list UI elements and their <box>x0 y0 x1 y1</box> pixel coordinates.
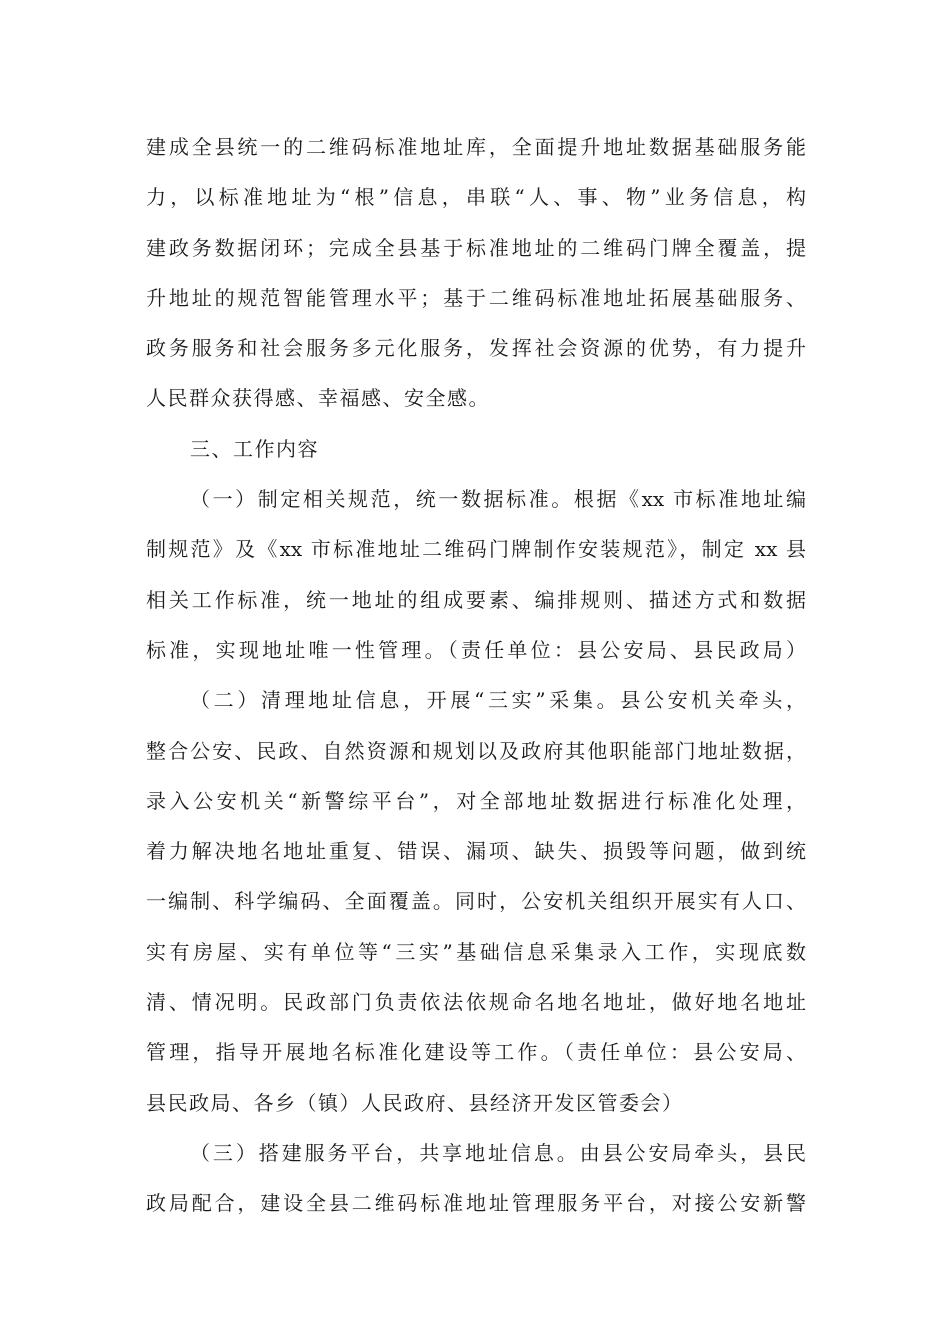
text-line: 相关工作标准，统一地址的组成要素、编排规则、描述方式和数据 <box>146 587 806 612</box>
text-line: 标准，实现地址唯一性管理。（责任单位：县公安局、县民政局） <box>146 637 806 662</box>
text-line: 管理，指导开展地名标准化建设等工作。（责任单位：县公安局、 <box>146 1040 806 1065</box>
text-line: 实有房屋、实有单位等“三实”基础信息采集录入工作，实现底数 <box>146 939 806 964</box>
text-line: 政务服务和社会服务多元化服务，发挥社会资源的优势，有力提升 <box>146 336 806 361</box>
text-line: （一）制定相关规范，统一数据标准。根据《xx 市标准地址编 <box>190 487 806 512</box>
text-line: 整合公安、民政、自然资源和规划以及政府其他职能部门地址数据， <box>146 738 806 763</box>
text-line: 着力解决地名地址重复、错误、漏项、缺失、损毁等问题，做到统 <box>146 839 806 864</box>
text-line: 录入公安机关“新警综平台”，对全部地址数据进行标准化处理， <box>146 788 806 813</box>
text-line: 人民群众获得感、幸福感、安全感。 <box>146 386 490 411</box>
text-line: 县民政局、各乡（镇）人民政府、县经济开发区管委会） <box>146 1090 684 1115</box>
text-line: 清、情况明。民政部门负责依法依规命名地名地址，做好地名地址 <box>146 990 806 1015</box>
text-line: 三、工作内容 <box>190 436 319 461</box>
text-line: 政局配合，建设全县二维码标准地址管理服务平台，对接公安新警 <box>146 1191 806 1216</box>
text-line: 建成全县统一的二维码标准地址库，全面提升地址数据基础服务能 <box>146 135 806 159</box>
text-line: （三）搭建服务平台，共享地址信息。由县公安局牵头，县民 <box>190 1140 806 1165</box>
text-line: 力，以标准地址为“根”信息，串联“人、事、物”业务信息，构 <box>146 185 806 210</box>
text-line: 一编制、科学编码、全面覆盖。同时，公安机关组织开展实有人口、 <box>146 889 806 914</box>
text-line: 建政务数据闭环；完成全县基于标准地址的二维码门牌全覆盖，提 <box>146 235 806 260</box>
text-line: 升地址的规范智能管理水平；基于二维码标准地址拓展基础服务、 <box>146 285 806 310</box>
text-line: （二）清理地址信息，开展“三实”采集。县公安机关牵头， <box>190 688 806 713</box>
text-line: 制规范》及《xx 市标准地址二维码门牌制作安装规范》，制定 xx 县 <box>146 537 806 562</box>
document-body <box>146 128 806 1235</box>
